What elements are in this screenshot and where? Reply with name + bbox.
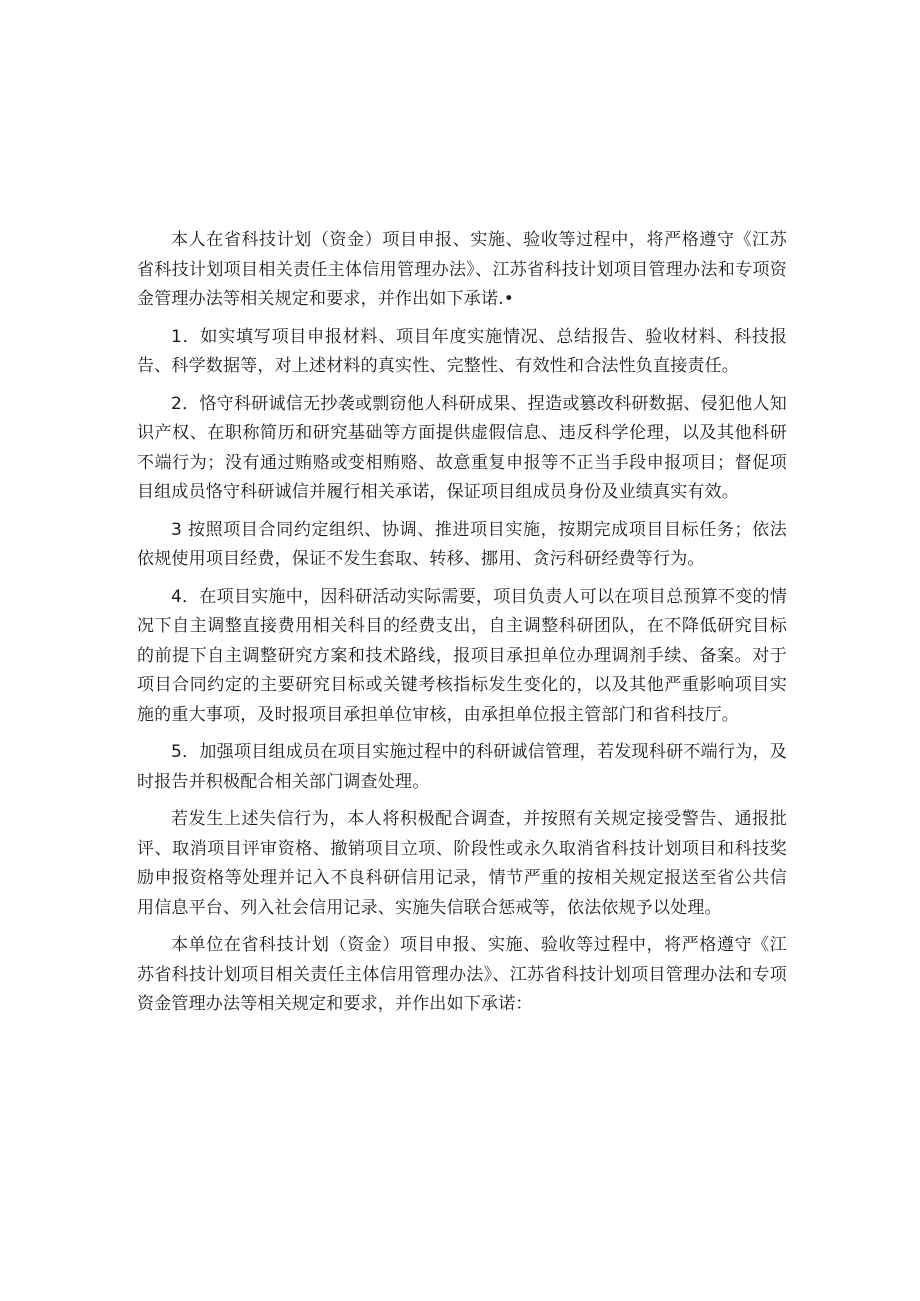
- paragraph-personal-commitment-intro: 本人在省科技计划（资金）项目申报、实施、验收等过程中，将严格遵守《江苏省科技计划项目相关责任主体信用管理办法》、江苏省科技计划项目管理办法和专项资金管理办法等相关规定和要求，并作出如下承诺.•: [137, 230, 787, 309]
- paragraph-item-4: 4．在项目实施中，因科研活动实际需要，项目负责人可以在项目总预算不变的情况下自主调整直接费用相关科目的经费支出，自主调整科研团队，在不降低研究目标的前提下自主调整研究方案和技术路线，报项目承担单位办理调剂手续、备案。对于项目合同约定的主要研究目标或关键考核指标发生变化的，以及其他严重影响项目实施的重大事项，及时报项目承担单位审核，由承担单位报主管部门和省科技厅。: [137, 586, 787, 725]
- paragraph-breach-consequences: 若发生上述失信行为，本人将积极配合调查，并按照有关规定接受警告、通报批评、取消项目评审资格、撤销项目立项、阶段性或永久取消省科技计划项目和科技奖励申报资格等处理并记入不良科研信用记录，情节严重的按相关规定报送至省公共信用信息平台、列入社会信用记录、实施失信联合惩戒等，依法依规予以处理。: [137, 809, 787, 918]
- paragraph-item-5: 5．加强项目组成员在项目实施过程中的科研诚信管理，若发现科研不端行为，及时报告并积极配合相关部门调查处理。: [137, 742, 787, 792]
- paragraph-item-1: 1．如实填写项目申报材料、项目年度实施情况、总结报告、验收材料、科技报告、科学数据等，对上述材料的真实性、完整性、有效性和合法性负直接责任。: [137, 326, 787, 376]
- paragraph-item-2: 2．恪守科研诚信无抄袭或剽窃他人科研成果、捏造或篡改科研数据、侵犯他人知识产权、在职称简历和研究基础等方面提供虚假信息、违反科学伦理，以及其他科研不端行为；没有通过贿赂或变相贿赂、故意重复申报等不正当手段申报项目；督促项目组成员恪守科研诚信并履行相关承诺，保证项目组成员身份及业绩真实有效。: [137, 393, 787, 502]
- paragraph-unit-commitment-intro: 本单位在省科技计划（资金）项目申报、实施、验收等过程中，将严格遵守《江苏省科技计划项目相关责任主体信用管理办法》、江苏省科技计划项目管理办法和专项资金管理办法等相关规定和要求，并作出如下承诺：: [137, 935, 787, 1014]
- document-body: [137, 226, 787, 1028]
- paragraph-item-3: 3 按照项目合同约定组织、协调、推进项目实施，按期完成项目目标任务；依法依规使用项目经费，保证不发生套取、转移、挪用、贪污科研经费等行为。: [137, 519, 787, 569]
